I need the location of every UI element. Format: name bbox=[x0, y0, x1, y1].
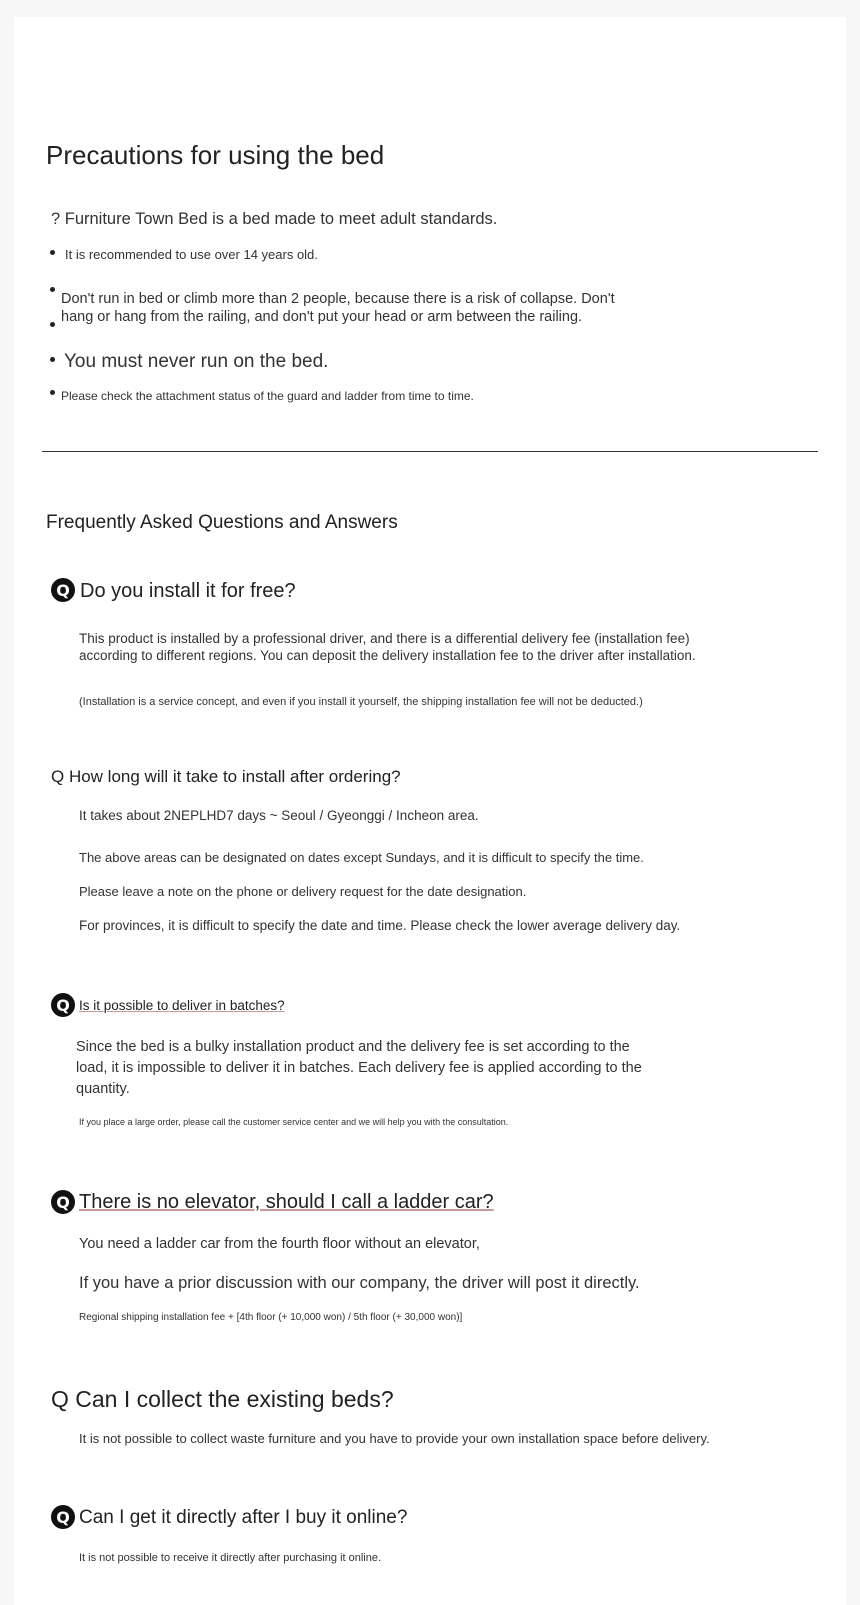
bullet-item: It is recommended to use over 14 years old. bbox=[65, 247, 318, 262]
bullet-item: You must never run on the bed. bbox=[64, 351, 329, 372]
section-divider bbox=[42, 451, 818, 452]
faq-answer-note: (Installation is a service concept, and even if you install it yourself, the shipping installation fee will not be deducted.) bbox=[79, 696, 643, 708]
faq-answer-line: This product is installed by a professional driver, and there is a differential delivery fee (installation fee) bbox=[79, 631, 690, 646]
faq-answer-line: You need a ladder car from the fourth floor without an elevator, bbox=[79, 1236, 480, 1252]
page-title: Precautions for using the bed bbox=[46, 140, 385, 170]
faq-question: Can I get it directly after I buy it online? bbox=[79, 1507, 408, 1528]
faq-answer-note: If you place a large order, please call the customer service center and we will help you with the consultation. bbox=[79, 1117, 509, 1127]
bullet-dot bbox=[50, 390, 55, 395]
lead-text: ? Furniture Town Bed is a bed made to meet adult standards. bbox=[51, 210, 498, 228]
q-icon: Q bbox=[51, 993, 75, 1017]
bullet-dot bbox=[50, 287, 55, 292]
faq-question: There is no elevator, should I call a ladder car? bbox=[79, 1191, 494, 1213]
faq-answer-line: It is not possible to receive it directly after purchasing it online. bbox=[79, 1552, 382, 1564]
q-icon: Q bbox=[51, 1505, 75, 1529]
bullet-item: Please check the attachment status of the guard and ladder from time to time. bbox=[61, 389, 474, 403]
faq-answer-line: It takes about 2NEPLHD7 days ~ Seoul / Gyeonggi / Incheon area. bbox=[79, 808, 479, 823]
q-icon: Q bbox=[51, 1190, 75, 1214]
bullet-item: Don't run in bed or climb more than 2 people, because there is a risk of collapse. Don't bbox=[61, 291, 615, 307]
q-icon: Q bbox=[51, 578, 75, 602]
bullet-item: hang or hang from the railing, and don't put your head or arm between the railing. bbox=[61, 309, 583, 325]
faq-answer-line: It is not possible to collect waste furniture and you have to provide your own installation space before delivery. bbox=[79, 1431, 710, 1446]
faq-answer-line: quantity. bbox=[76, 1081, 130, 1097]
faq-answer-line: If you have a prior discussion with our company, the driver will post it directly. bbox=[79, 1274, 640, 1292]
faq-question: Q How long will it take to install after ordering? bbox=[51, 767, 401, 786]
faq-answer-line: The above areas can be designated on dates except Sundays, and it is difficult to specify the time. bbox=[79, 850, 644, 865]
faq-answer-line: Please leave a note on the phone or delivery request for the date designation. bbox=[79, 884, 527, 899]
faq-answer-line: For provinces, it is difficult to specify the date and time. Please check the lower average delivery day. bbox=[79, 918, 681, 933]
faq-title: Frequently Asked Questions and Answers bbox=[46, 512, 398, 533]
faq-answer-line: load, it is impossible to deliver it in batches. Each delivery fee is applied according to the bbox=[76, 1060, 642, 1076]
faq-question: Do you install it for free? bbox=[80, 580, 296, 602]
bullet-dot bbox=[50, 357, 55, 362]
faq-question: Is it possible to deliver in batches? bbox=[79, 998, 285, 1013]
faq-answer-line: according to different regions. You can deposit the delivery installation fee to the driver after installation. bbox=[79, 648, 696, 663]
bullet-dot bbox=[50, 250, 55, 255]
bullet-dot bbox=[50, 322, 55, 327]
faq-question: Q Can I collect the existing beds? bbox=[51, 1386, 394, 1412]
faq-answer-line: Since the bed is a bulky installation product and the delivery fee is set according to the bbox=[76, 1039, 630, 1055]
faq-answer-note: Regional shipping installation fee + [4th floor (+ 10,000 won) / 5th floor (+ 30,000 won)] bbox=[79, 1312, 463, 1323]
